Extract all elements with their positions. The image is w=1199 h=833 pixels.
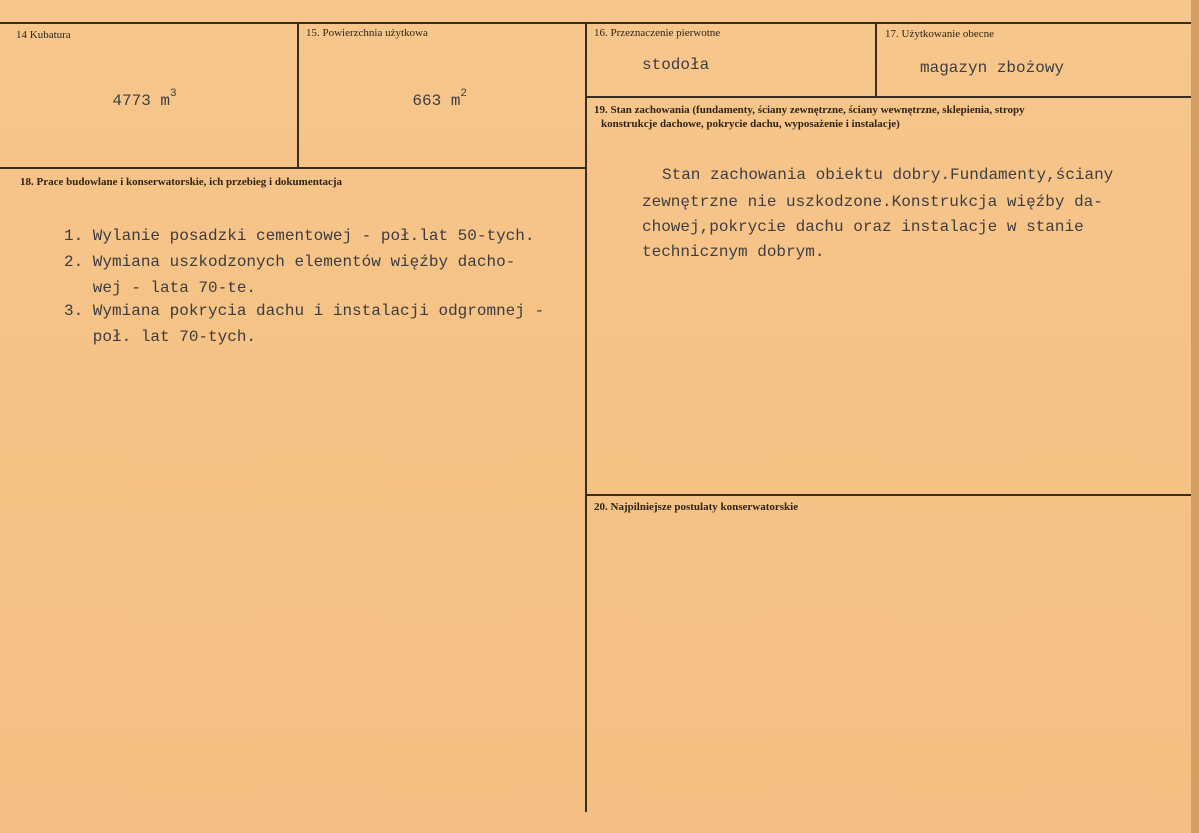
stan-text-line2: zewnętrzne nie uszkodzone.Konstrukcja więźby da- — [642, 193, 1103, 211]
przeznaczenie-value: stodoła — [642, 56, 710, 74]
uzytkowanie-value: magazyn zbożowy — [920, 59, 1065, 77]
powierzchnia-exponent: 2 — [460, 88, 468, 100]
powierzchnia-number: 663 m — [412, 92, 461, 110]
stan-label-line1: 19. Stan zachowania (fundamenty, ściany zewnętrzne, ściany wewnętrzne, sklepienia, stropy — [594, 104, 1025, 116]
postulaty-label: 20. Najpilniejsze postulaty konserwatorskie — [594, 501, 799, 513]
kubatura-label: 14 Kubatura — [16, 29, 71, 41]
divider-16-17 — [875, 22, 877, 97]
prace-label-text: 18. Prace budowlane i konserwatorskie, ich przebieg i dokumentacja — [20, 176, 343, 188]
stan-text-line1: Stan zachowania obiektu dobry.Fundamenty,ściany — [662, 166, 1114, 184]
prace-item-1: 1. Wylanie posadzki cementowej - poł.lat 50-tych. — [64, 227, 535, 245]
powierzchnia-value — [374, 74, 467, 128]
prace-item-2-cont: wej - lata 70-te. — [64, 279, 257, 297]
prace-item-2: 2. Wymiana uszkodzonych elementów więźby dacho- — [64, 253, 516, 271]
kubatura-value — [74, 74, 177, 128]
divider-14-15 — [297, 22, 299, 168]
rule-under-16-17 — [586, 96, 1199, 98]
stan-text-line4: technicznym dobrym. — [642, 243, 825, 261]
top-border — [0, 22, 1199, 24]
stan-label-line2: konstrukcje dachowe, pokrycie dachu, wyposażenie i instalacje) — [601, 118, 900, 130]
kubatura-exponent: 3 — [170, 88, 177, 100]
przeznaczenie-label: 16. Przeznaczenie pierwotne — [594, 27, 721, 39]
rule-under-14-15 — [0, 167, 586, 169]
prace-item-3: 3. Wymiana pokrycia dachu i instalacji odgromnej - — [64, 302, 545, 320]
uzytkowanie-label: 17. Użytkowanie obecne — [885, 28, 995, 40]
powierzchnia-label: 15. Powierzchnia użytkowa — [306, 27, 428, 39]
stan-text-line3: chowej,pokrycie dachu oraz instalacje w stanie — [642, 218, 1084, 236]
rule-above-20 — [586, 494, 1199, 496]
card-edge — [1191, 0, 1199, 833]
kubatura-number: 4773 m — [112, 92, 171, 110]
prace-item-3-cont: poł. lat 70-tych. — [64, 328, 257, 346]
divider-left-right — [585, 22, 587, 812]
prace-label — [20, 175, 342, 189]
